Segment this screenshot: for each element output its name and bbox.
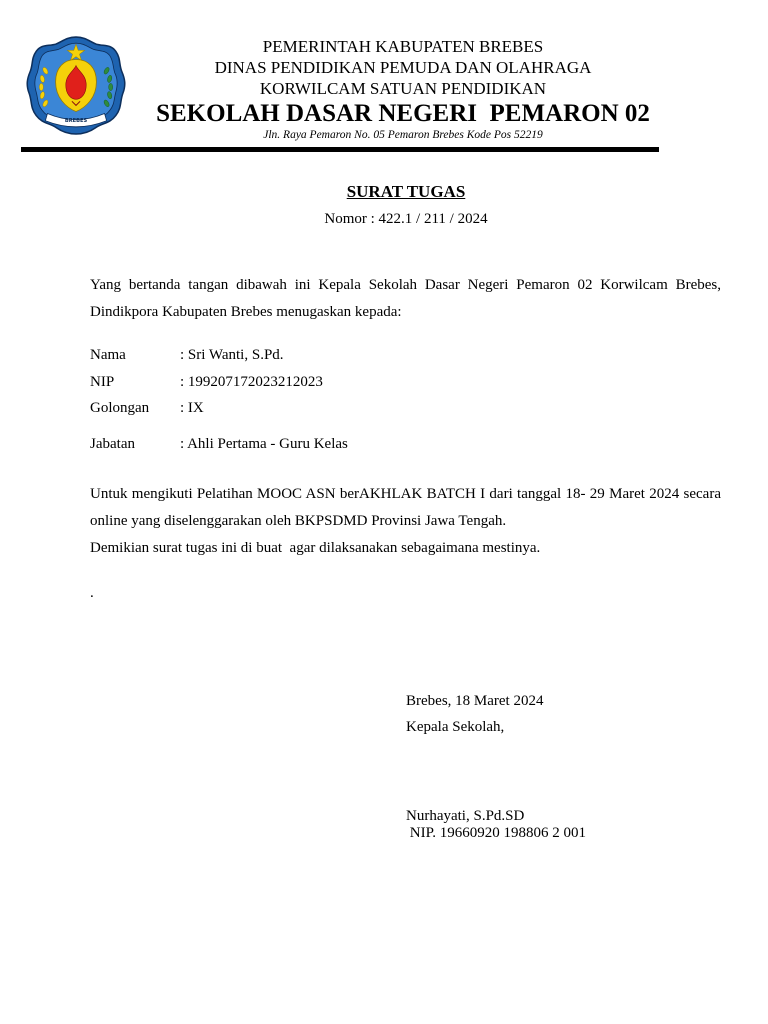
field-label-golongan: Golongan: [90, 400, 150, 416]
field-value-jabatan: : Ahli Pertama - Guru Kelas: [180, 436, 348, 452]
letterhead-government: PEMERINTAH KABUPATEN BREBES: [262, 37, 544, 56]
emblem-ribbon-text: BREBES: [64, 118, 88, 125]
field-label-jabatan: Jabatan: [90, 436, 135, 452]
letterhead-unit: KORWILCAM SATUAN PENDIDIKAN: [259, 79, 547, 98]
closing-paragraph: Demikian surat tugas ini di buat agar dilaksanakan sebagaimana mestinya.: [90, 540, 541, 556]
brebes-regency-emblem: [25, 34, 127, 136]
letterhead-department: DINAS PENDIDIKAN PEMUDA DAN OLAHRAGA: [214, 58, 592, 77]
stray-period: .: [90, 585, 94, 601]
letterhead-address: Jln. Raya Pemaron No. 05 Pemaron Brebes Kode Pos 52219: [263, 129, 543, 141]
signature-nip: NIP. 19660920 198806 2 001: [406, 825, 587, 841]
signature-place-date: Brebes, 18 Maret 2024: [406, 693, 544, 709]
purpose-paragraph: Untuk mengikuti Pelatihan MOOC ASN berAKHLAK BATCH I dari tanggal 18- 29 Maret 2024 secara online yang diselenggarakan oleh BKPSDMD Provinsi Jawa Tengah.: [90, 486, 721, 529]
signature-name: Nurhayati, S.Pd.SD: [406, 808, 525, 824]
field-value-golongan: : IX: [180, 400, 204, 416]
intro-paragraph: Yang bertanda tangan dibawah ini Kepala Sekolah Dasar Negeri Pemaron 02 Korwilcam Brebes, Dindikpora Kabupaten Brebes menugaskan kepada:: [90, 277, 721, 320]
field-value-nip: : 199207172023212023: [180, 374, 323, 390]
document-number: Nomor : 422.1 / 211 / 2024: [324, 211, 488, 227]
signature-position: Kepala Sekolah,: [406, 719, 505, 735]
document-title: SURAT TUGAS: [346, 182, 466, 201]
letterhead-divider: [21, 147, 659, 152]
field-value-nama: : Sri Wanti, S.Pd.: [180, 347, 284, 363]
field-label-nip: NIP: [90, 374, 115, 390]
field-label-nama: Nama: [90, 347, 126, 363]
letterhead-school-name: SEKOLAH DASAR NEGERI PEMARON 02: [156, 100, 650, 127]
